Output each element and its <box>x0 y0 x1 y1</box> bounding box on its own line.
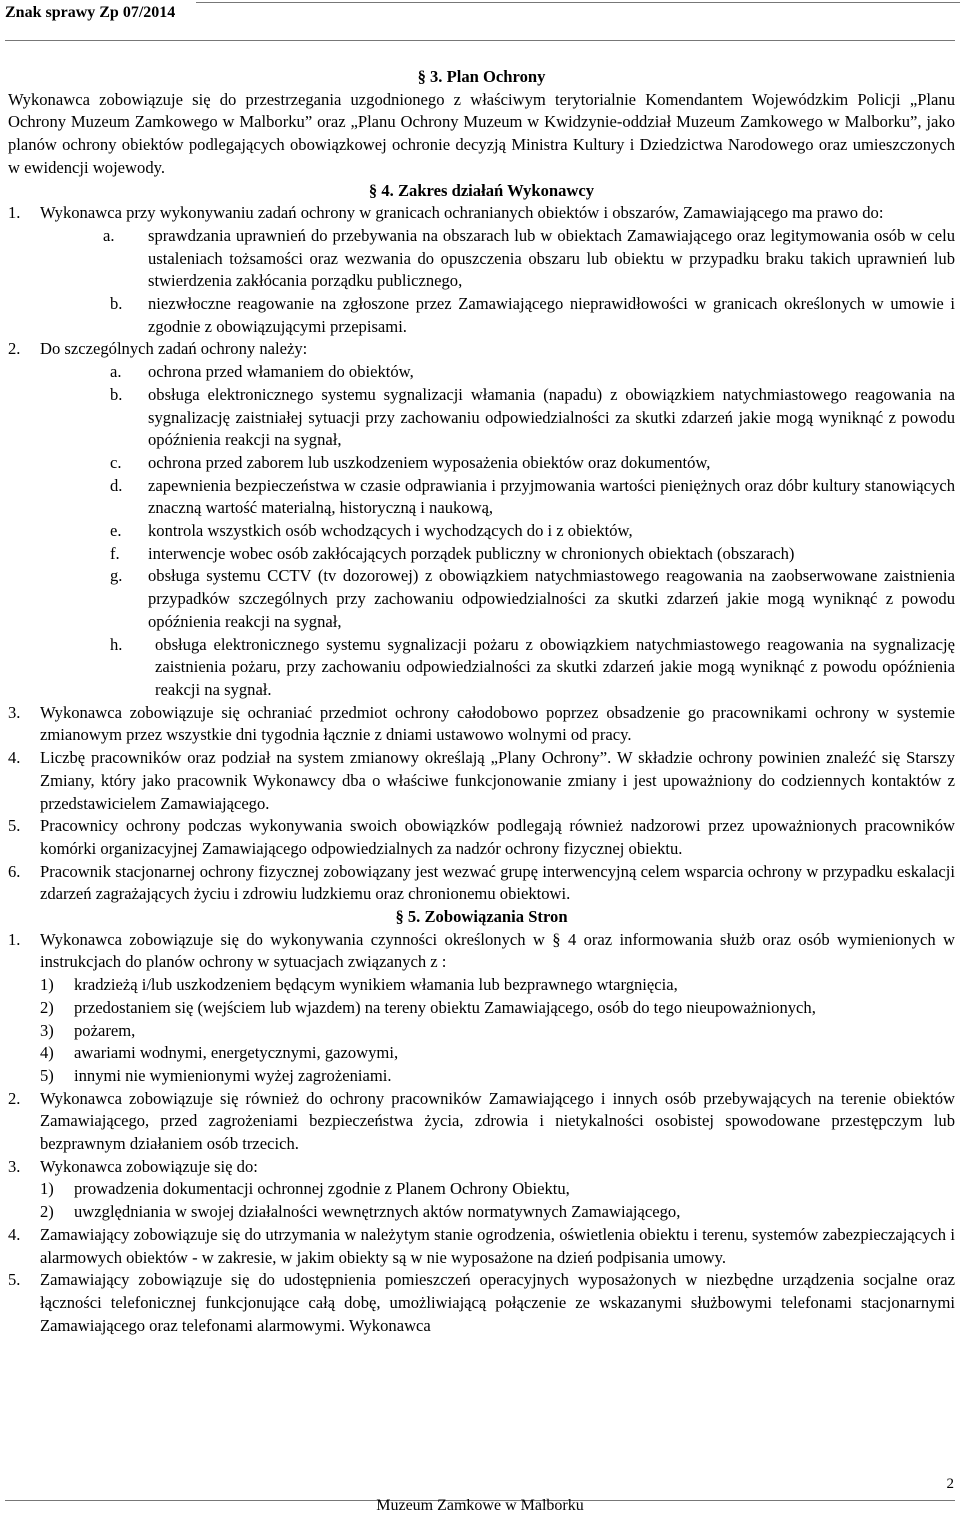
list-item: c. ochrona przed zaborem lub uszkodzeniem wyposażenia obiektów oraz dokumentów, <box>110 452 711 472</box>
header-rule <box>196 2 960 3</box>
section-3-title: § 3. Plan Ochrony <box>417 67 546 86</box>
section-5-paragraph-2: 2. Wykonawca zobowiązuje się również do ochrony pracowników Zamawiającego i innych osób przebywających na terenie obiektów Zamawiającego, przed zagrożeniami bezpieczeństwa życia, zdrowia i nietykalności osobistej spowodowane przestępczym lub bezprawnym działaniem osób trzecich. <box>8 1088 955 1154</box>
list-item: g. obsługa systemu CCTV (tv dozorowej) z obowiązkiem natychmiastowego reagowania na zaobserwowane zaistnienia przypadków szczególnych przy zachowaniu odpowiedzialności za skutki zdarzeń jakie mogą wyniknąć z powodu opóźnienia reakcji na sygnał, <box>110 566 955 631</box>
list-item: a. ochrona przed włamaniem do obiektów, <box>110 362 414 382</box>
list-item: e. kontrola wszystkich osób wchodzących i wychodzących do i z obiektów, <box>110 521 633 541</box>
section-4-paragraph-3: 3. Wykonawca zobowiązuje się ochraniać przedmiot ochrony całodobowo poprzez obsadzenie go pracownikami ochrony w systemie zmianowym przez wszystkie dni tygodnia łącznie z dniami ustawowo wolnymi od pracy. <box>8 702 955 745</box>
list-item: 1) prowadzenia dokumentacji ochronnej zgodnie z Planem Ochrony Obiektu, <box>40 1179 570 1199</box>
section-5-paragraph-5: 5. Zamawiający zobowiązuje się do udostępnienia pomieszczeń operacyjnych wyposażonych w niezbędne urządzenia socjalne oraz łączności telefonicznej funkcjonujące całą dobę, umożliwiającą połączenie ze wskazanymi służbowymi telefonami stacjonarnymi Zamawiającego oraz telefonami alarmowymi. Wykonawca <box>8 1270 955 1335</box>
list-item: b. obsługa elektronicznego systemu sygnalizacji włamania (napadu) z obowiązkiem natychmiastowego reagowania na sygnalizację zaistniałej sytuacji przy zachowaniu odpowiedzialności za skutki zdarzeń jakie mogą wyniknąć z powodu opóźnienia reakcji na sygnał, <box>110 384 955 450</box>
list-item: 4) awariami wodnymi, energetycznymi, gazowymi, <box>40 1043 399 1063</box>
list-item: 2) uwzględniania w swojej działalności wewnętrznych aktów normatywnych Zamawiającego, <box>40 1202 681 1222</box>
case-reference: Znak sprawy Zp 07/2014 <box>5 4 176 21</box>
footer-institution: Muzeum Zamkowe w Malborku <box>376 1497 584 1514</box>
section-5-paragraph-1: 1. Wykonawca zobowiązuje się do wykonywania czynności określonych w § 4 oraz informowania służb oraz osób wymienionych w instrukcjach do planów ochrony w sytuacjach związanych z : <box>8 929 955 972</box>
list-item: h. obsługa elektronicznego systemu sygnalizacji pożaru z obowiązkiem natychmiastowego reagowania na sygnalizację zaistnienia pożaru, przy zachowaniu odpowiedzialności za skutki zdarzeń jakie mogą wyniknąć z powodu opóźnienia reakcji na sygnał. <box>110 634 955 699</box>
section-5-title: § 5. Zobowiązania Stron <box>395 907 568 927</box>
section-5-paragraph-3: 3. Wykonawca zobowiązuje się do: <box>8 1156 258 1176</box>
list-item: 5) innymi nie wymienionymi wyżej zagrożeniami. <box>40 1065 392 1085</box>
section-3-body: Wykonawca zobowiązuje się do przestrzegania uzgodnionego z właściwym terytorialnie Komendantem Wojewódzkim Policji „Planu Ochrony Muzeum Zamkowego w Malborku” oraz „Planu Ochrony Muzeum w Kwidzynie-oddział Muzeum Zamkowego w Malborku”, jako planów ochrony obiektów podlegających obowiązkowej ochronie decyzją Ministra Kultury i Dziedzictwa Narodowego oraz umieszczonych w ewidencji wojewody. <box>8 89 955 177</box>
section-4-paragraph-2: 2. Do szczególnych zadań ochrony należy: <box>8 339 308 359</box>
list-item: d. zapewnienia bezpieczeństwa w czasie odprawiania i przyjmowania wartości pieniężnych oraz dóbr kultury stanowiących znaczną wartość materialną, historyczną i naukową, <box>110 475 955 518</box>
section-5-paragraph-4: 4. Zamawiający zobowiązuje się do utrzymania w należytym stanie ogrodzenia, oświetlenia obiektu i terenu, systemów zabezpieczających i alarmowych obiektów - w zakresie, w jakim obiekty są w nie wyposażone na dzień podpisania umowy. <box>8 1224 955 1267</box>
document-body <box>8 66 955 1337</box>
list-item: 1) kradzieżą i/lub uszkodzeniem będącym wynikiem włamania lub bezprawnego wtargnięcia, <box>40 975 678 995</box>
list-item: a. sprawdzania uprawnień do przebywania na obszarach lub w obiektach Zamawiającego oraz legitymowania osób w celu ustaleniach tożsamości oraz wezwania do opuszczenia obszaru lub obiektu w przypadku braku takich uprawnień lub stwierdzenia zakłócania porządku publicznego, <box>103 225 955 291</box>
section-4-title: § 4. Zakres działań Wykonawcy <box>368 180 595 200</box>
section-4-paragraph-1: 1. Wykonawca przy wykonywaniu zadań ochrony w granicach ochranianych obiektów i obszarów, Zamawiającego ma prawo do: <box>8 203 884 223</box>
section-4-paragraph-5: 5. Pracownicy ochrony podczas wykonywania swoich obowiązków podlegają również nadzorowi przez upoważnionych pracowników komórki organizacyjnej Zamawiającego odpowiedzialnych za nadzór ochrony fizycznej obiektu. <box>8 816 955 858</box>
section-4-paragraph-4: 4. Liczbę pracowników oraz podział na system zmianowy określają „Plany Ochrony”. W składzie ochrony powinien znaleźć się Starszy Zmiany, który jako pracownik Wykonawcy dba o właściwe funkcjonowanie zmiany i jest upoważniony do codziennych kontaktów z przedstawicielem Zamawiającego. <box>8 748 955 813</box>
page-number: 2 <box>946 1476 954 1492</box>
list-item: f. interwencje wobec osób zakłócających porządek publiczny w chronionych obiektach (obszarach) <box>110 543 795 563</box>
section-4-paragraph-6: 6. Pracownik stacjonarnej ochrony fizycznej zobowiązany jest wezwać grupę interwencyjną celem wsparcia ochrony w przypadku eskalacji zdarzeń zagrażających życiu i zdrowiu ludzkiemu oraz chronionemu obiektowi. <box>8 861 955 904</box>
list-item: 2) przedostaniem się (wejściem lub wjazdem) na tereny obiektu Zamawiającego, osób do tego nieupoważnionych, <box>40 997 816 1017</box>
list-item: 3) pożarem, <box>40 1020 136 1040</box>
list-item: b. niezwłoczne reagowanie na zgłoszone przez Zamawiającego nieprawidłowości w granicach określonych w umowie i zgodnie z obowiązującymi przepisami. <box>110 294 955 336</box>
header-divider <box>5 40 955 41</box>
